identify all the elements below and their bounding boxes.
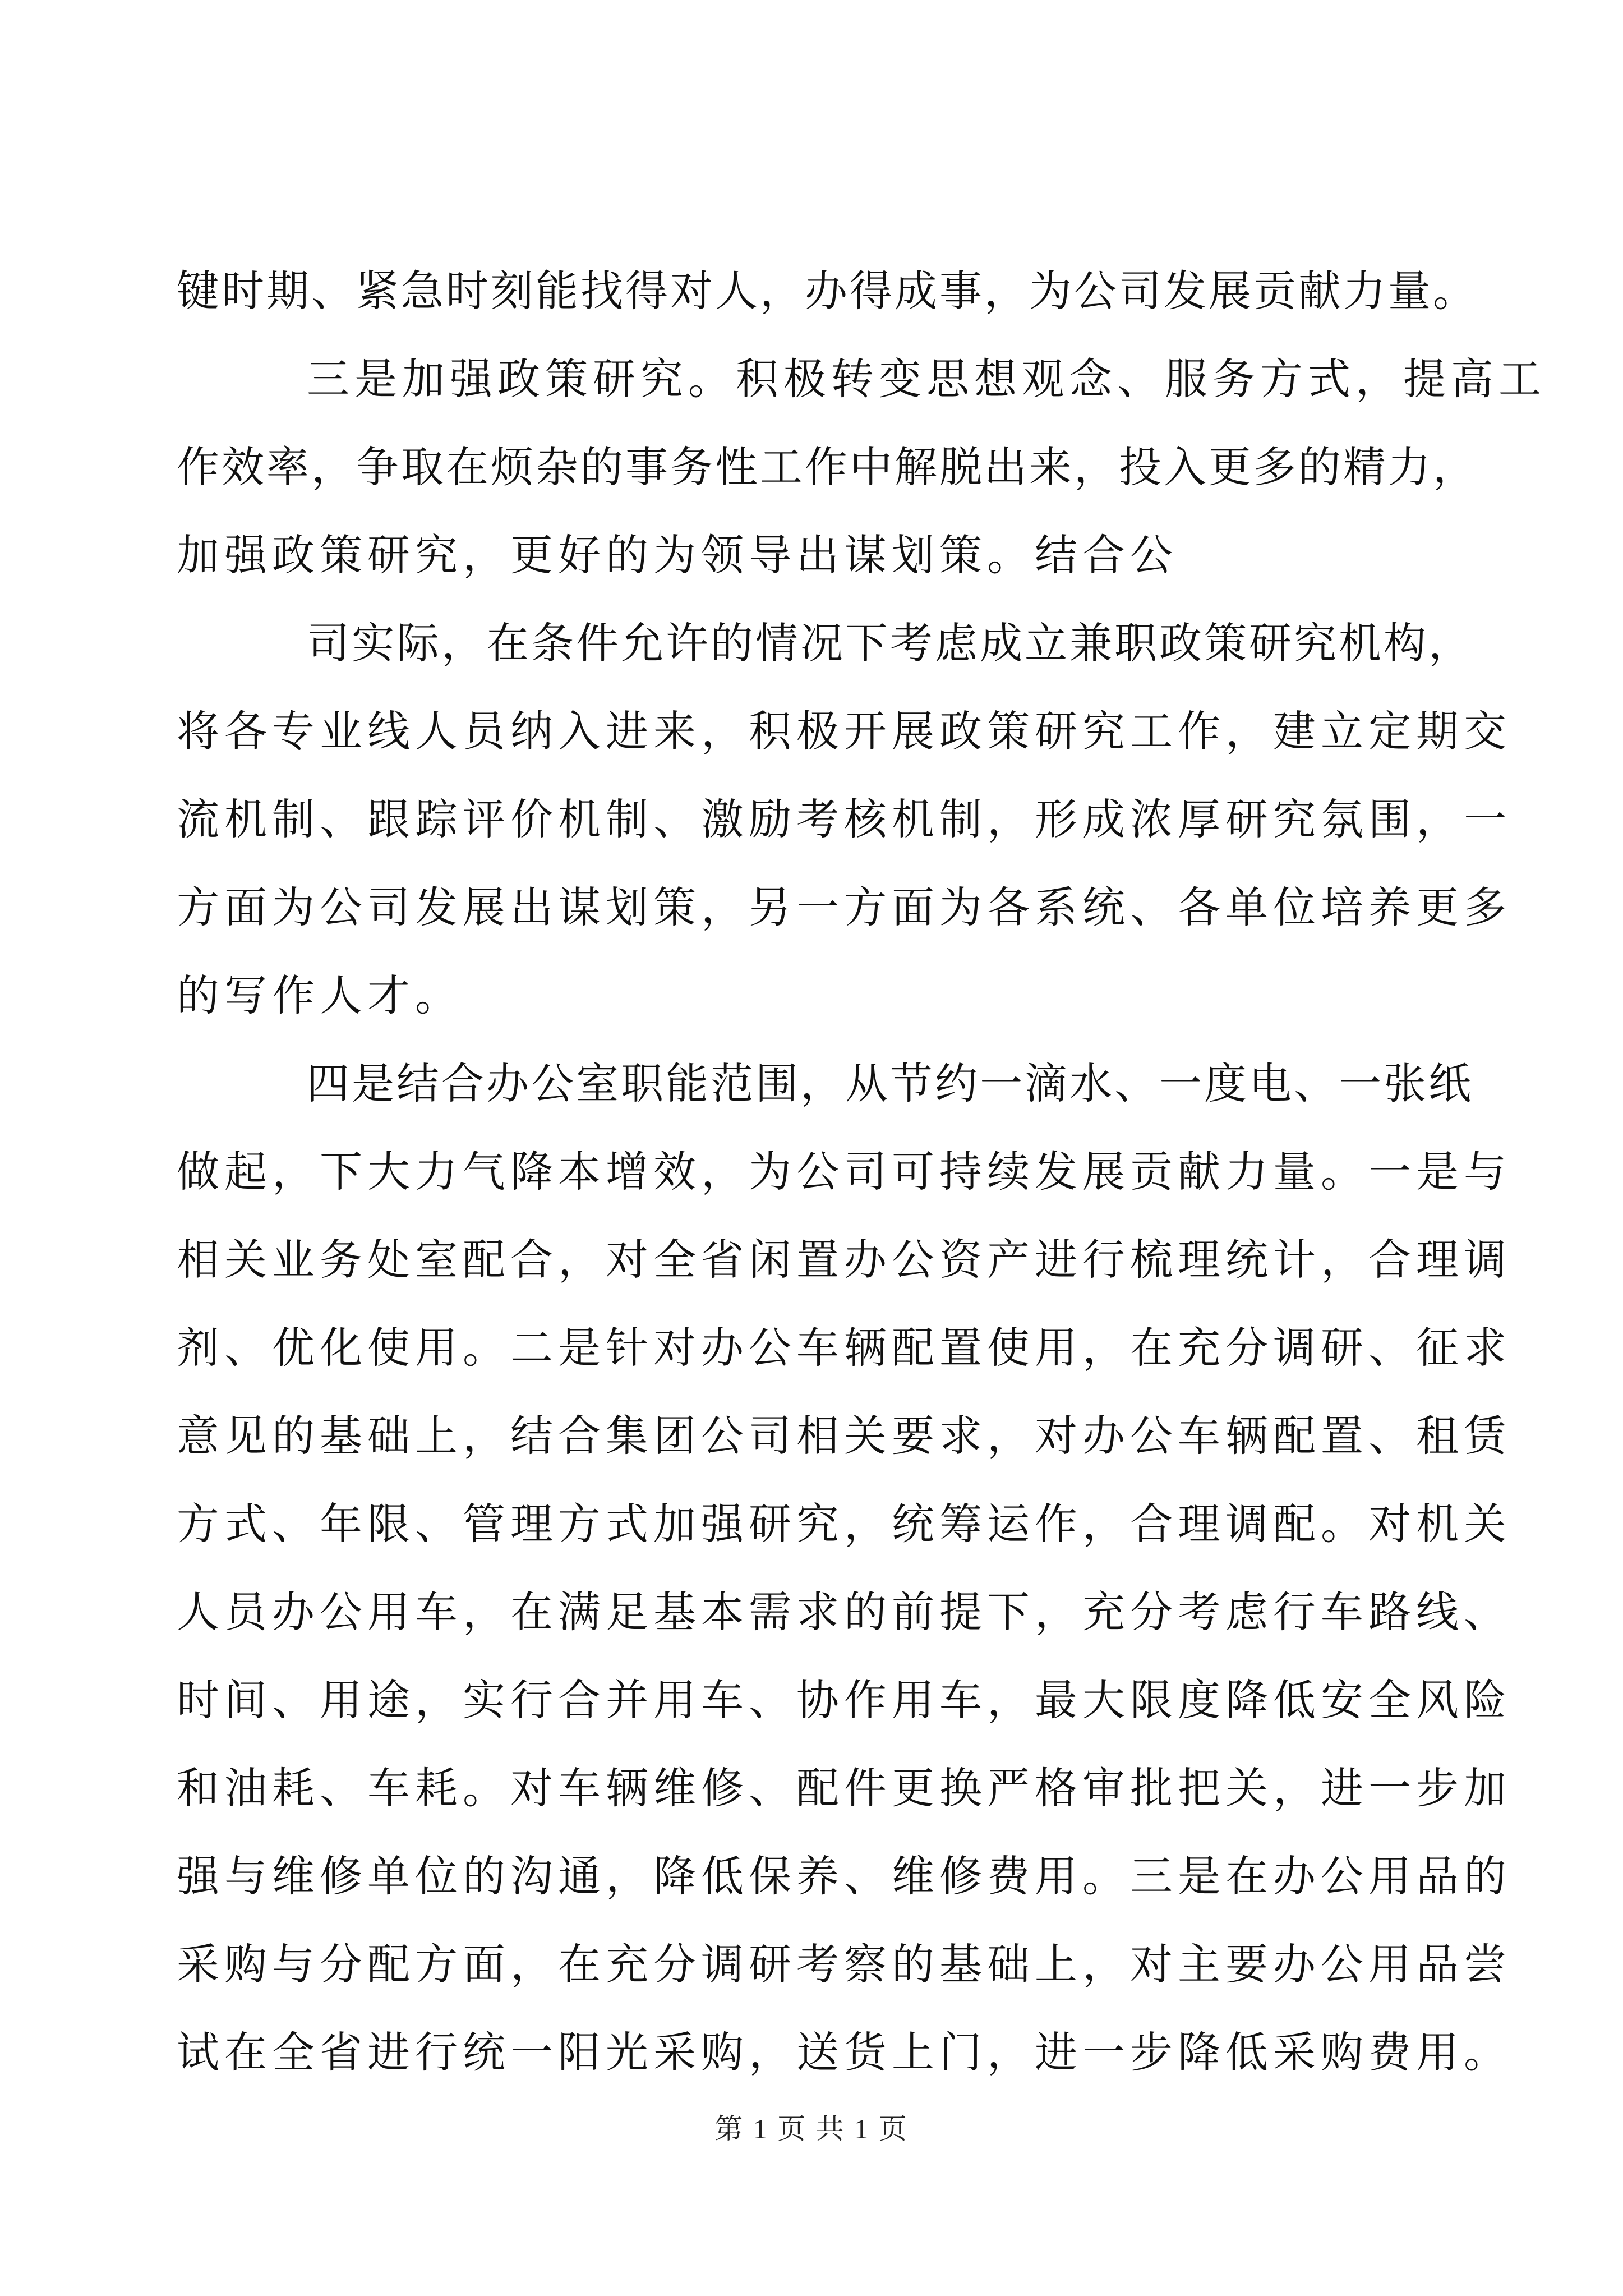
text-line: 和油耗、车耗。对车辆维修、配件更换严格审批把关，进一步加: [177, 1763, 1511, 1813]
text-line: 做起，下大力气降本增效，为公司可持续发展贡献力量。一是与: [177, 1147, 1511, 1197]
text-line: 强与维修单位的沟通，降低保养、维修费用。三是在办公用品的: [177, 1851, 1511, 1901]
text-line: 将各专业线人员纳入进来，积极开展政策研究工作，建立定期交: [177, 706, 1511, 756]
text-line: 方式、年限、管理方式加强研究，统筹运作，合理调配。对机关: [177, 1499, 1511, 1549]
text-line: 流机制、跟踪评价机制、激励考核机制，形成浓厚研究氛围，一: [177, 794, 1511, 844]
text-line: 剂、优化使用。二是针对办公车辆配置使用，在充分调研、征求: [177, 1323, 1511, 1373]
text-line: 键时期、紧急时刻能找得对人，办得成事，为公司发展贡献力量。: [177, 266, 1478, 316]
text-line: 作效率，争取在烦杂的事务性工作中解脱出来，投入更多的精力，: [177, 442, 1478, 492]
paragraph-start-line: 司实际，在条件允许的情况下考虑成立兼职政策研究机构，: [307, 618, 1473, 668]
text-line: 意见的基础上，结合集团公司相关要求，对办公车辆配置、租赁: [177, 1411, 1511, 1461]
text-line: 方面为公司发展出谋划策，另一方面为各系统、各单位培养更多: [177, 882, 1511, 932]
text-line: 试在全省进行统一阳光采购，送货上门，进一步降低采购费用。: [177, 2027, 1511, 2077]
paragraph-start-line: 三是加强政策研究。积极转变思想观念、服务方式，提高工: [307, 354, 1546, 404]
text-line: 加强政策研究，更好的为领导出谋划策。结合公: [177, 530, 1178, 580]
paragraph-start-line: 四是结合办公室职能范围，从节约一滴水、一度电、一张纸: [307, 1059, 1473, 1108]
text-line: 的写作人才。: [177, 970, 463, 1020]
page-number-footer: 第 1 页 共 1 页: [714, 2113, 909, 2145]
text-line: 人员办公用车，在满足基本需求的前提下，充分考虑行车路线、: [177, 1587, 1511, 1637]
text-line: 采购与分配方面，在充分调研考察的基础上，对主要办公用品尝: [177, 1939, 1511, 1989]
text-line: 相关业务处室配合，对全省闲置办公资产进行梳理统计，合理调: [177, 1235, 1511, 1285]
text-line: 时间、用途，实行合并用车、协作用车，最大限度降低安全风险: [177, 1675, 1511, 1725]
document-body: [177, 247, 1546, 2096]
